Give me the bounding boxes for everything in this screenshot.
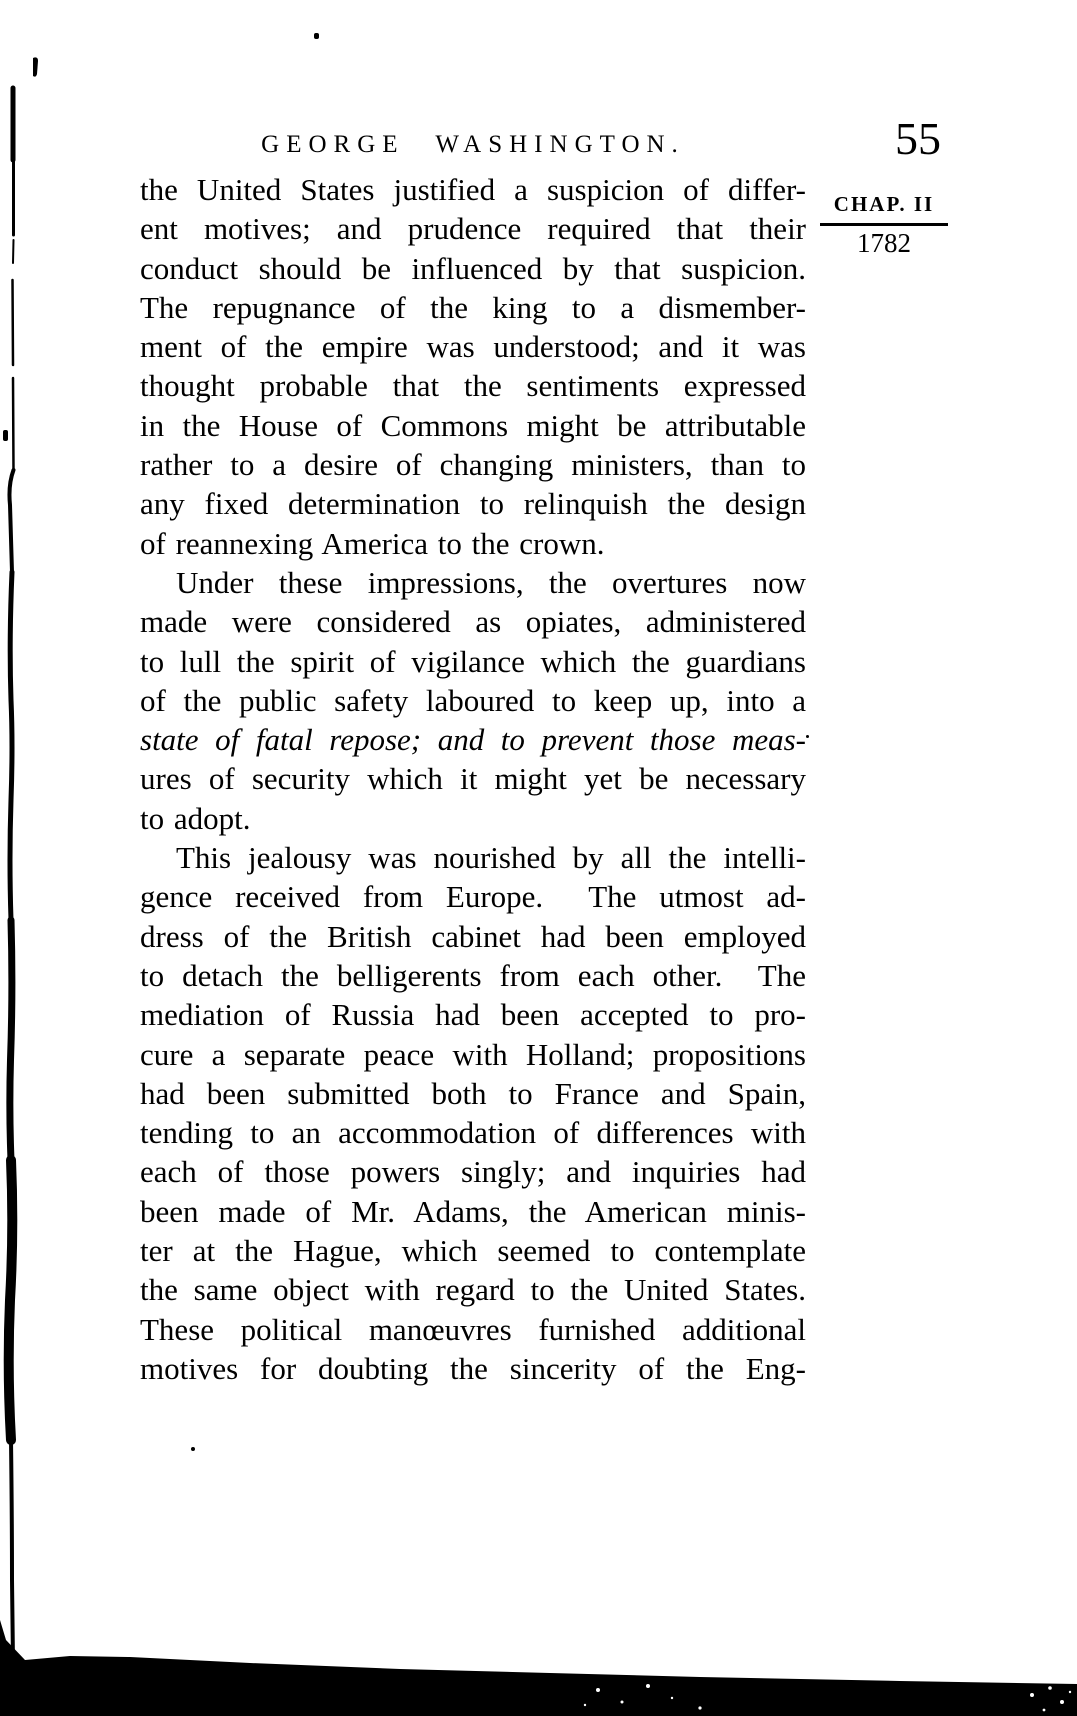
text-line: conduct should be influenced by that suspicion. <box>140 250 806 286</box>
sidenote-chapter: CHAP. II <box>833 192 935 216</box>
text-line: the United States justified a suspicion of differ- <box>140 172 806 207</box>
text-line: motives for doubting the sincerity of the Eng- <box>140 1350 806 1386</box>
text-line: ter at the Hague, which seemed to contemplate <box>140 1233 806 1269</box>
text-line: had been submitted both to France and Spain, <box>140 1075 806 1111</box>
text-line: to lull the spirit of vigilance which the guardians <box>140 643 806 679</box>
text-line: to adopt. <box>140 800 251 836</box>
text-line: the same object with regard to the United States. <box>140 1272 806 1308</box>
sidenote <box>820 192 948 259</box>
running-title: GEORGE WASHINGTON. <box>261 131 685 158</box>
text-line: in the House of Commons might be attributable <box>140 407 806 443</box>
paragraph-1 <box>140 170 806 563</box>
text-line: to detach the belligerents from each other. The <box>140 957 806 993</box>
text-line: dress of the British cabinet had been employed <box>140 918 806 954</box>
text-line: mediation of Russia had been accepted to pro- <box>140 997 806 1033</box>
text-line: rather to a desire of changing ministers, than to <box>140 447 806 483</box>
text-line: state of fatal repose; and to prevent those meas- <box>140 722 806 758</box>
body-text <box>140 170 806 1388</box>
text-line: ment of the empire was understood; and it was <box>140 329 806 365</box>
page-number: 55 <box>895 113 941 164</box>
bottom-scan-band <box>0 1620 1077 1716</box>
band-speckles <box>584 1684 1071 1711</box>
text-line: each of those powers singly; and inquiries had <box>140 1154 806 1190</box>
paragraph-3 <box>140 838 806 1388</box>
gutter-line-artifact <box>9 88 14 1662</box>
text-line: tending to an accommodation of differences with <box>140 1115 806 1151</box>
text-line: The repugnance of the king to a dismember- <box>140 289 806 325</box>
text-line: ent motives; and prudence required that their <box>140 211 806 247</box>
text-line: These political manœuvres furnished additional <box>140 1311 806 1347</box>
text-line: ures of security which it might yet be necessary <box>140 761 806 797</box>
text-line: of reannexing America to the crown. <box>140 525 605 561</box>
text-line: This jealousy was nourished by all the intelli- <box>176 840 806 876</box>
text-line: thought probable that the sentiments expressed <box>140 368 806 404</box>
text-line: been made of Mr. Adams, the American minis- <box>140 1193 806 1229</box>
text-line: of the public safety laboured to keep up, into a <box>140 682 806 718</box>
text-line: gence received from Europe. The utmost ad- <box>140 879 806 915</box>
sidenote-rule <box>820 223 948 226</box>
text-line: any fixed determination to relinquish the design <box>140 486 806 522</box>
text-line: Under these impressions, the overtures now <box>176 564 806 600</box>
sidenote-year: 1782 <box>857 228 911 258</box>
paragraph-2 <box>140 563 806 838</box>
text-line: made were considered as opiates, administered <box>140 604 806 640</box>
text-line: cure a separate peace with Holland; propositions <box>140 1036 806 1072</box>
